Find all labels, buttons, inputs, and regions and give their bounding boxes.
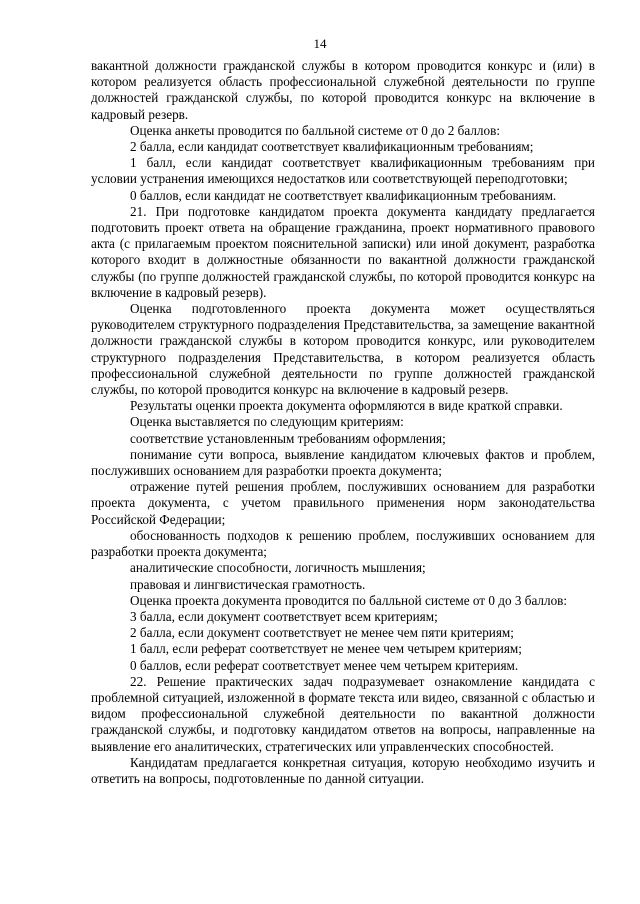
paragraph: обоснованность подходов к решению проблем, послуживших основанием для разработки проекта документа; [91,527,595,560]
paragraph: Результаты оценки проекта документа оформляются в виде краткой справки. [130,398,563,414]
paragraph: Оценка проекта документа проводится по балльной системе от 0 до 3 баллов: [130,592,568,608]
paragraph: понимание сути вопроса, выявление кандидатом ключевых фактов и проблем, послуживших основанием для разработки проекта документа; [91,446,595,479]
paragraph: Оценка выставляется по следующим критериям: [130,414,404,430]
paragraph: аналитические способности, логичность мышления; [130,560,426,576]
paragraph: 3 балла, если документ соответствует всем критериям; [130,608,438,624]
paragraph: 1 балл, если кандидат соответствует квалификационным требованиям при условии устранения имеющихся недостатков или соответствующей переподготовки; [91,155,595,187]
paragraph: отражение путей решения проблем, послуживших основанием для разработки проекта документа, с учетом правильного применения норм законодательства Российской Федерации; [91,479,595,527]
paragraph: 2 балла, если документ соответствует не менее чем пяти критериям; [130,625,514,641]
page-number: 14 [313,36,327,51]
paragraph: соответствие установленным требованиям оформления; [130,430,446,446]
paragraph: 1 балл, если реферат соответствует не менее чем четырем критериям; [130,641,522,657]
paragraph: Оценка подготовленного проекта документа может осуществляться руководителем структурного подразделения Представительства, за замещение вакантной должности гражданской службы в котором проводится конкурс, или руководителем структурного подразделения Представительства, в котором реализуется область профессиональной служебной деятельности по группе должностей гражданской службы, по которой проводится конкурс на включение в кадровый резерв. [91,301,595,398]
paragraph: вакантной должности гражданской службы в котором проводится конкурс и (или) в котором реализуется область профессиональной служебной деятельности по группе должностей гражданской службы, по которой проводится конкурс на включение в кадровый резерв. [91,58,595,122]
paragraph: 0 баллов, если кандидат не соответствует квалификационным требованиям. [130,187,557,203]
paragraph: Оценка анкеты проводится по балльной системе от 0 до 2 баллов: [130,122,500,138]
paragraph: правовая и лингвистическая грамотность. [130,576,366,592]
paragraph: 21. При подготовке кандидатом проекта документа кандидату предлагается подготовить проект ответа на обращение гражданина, проект нормативного правового акта (с прилагаемым проектом пояснительной записки) или иной документ, разработка которого входит в должностные обязанности по вакантной должности гражданской службы (по группе должностей гражданской службы, по которой проводится конкурс на включение в кадровый резерв). [91,203,595,300]
paragraph: 0 баллов, если реферат соответствует менее чем четырем критериям. [130,657,519,673]
paragraph: 22. Решение практических задач подразумевает ознакомление кандидата с проблемной ситуацией, изложенной в формате текста или видео, связанной с областью и видом профессиональной служебной деятельности по вакантной должности гражданской службы, и подготовку кандидатом ответов на вопросы, направленные на выявление его аналитических, стратегических или управленческих способностей. [91,673,595,754]
paragraph: 2 балла, если кандидат соответствует квалификационным требованиям; [130,139,534,155]
body-text [91,58,595,787]
paragraph: Кандидатам предлагается конкретная ситуация, которую необходимо изучить и ответить на вопросы, подготовленные по данной ситуации. [91,754,595,786]
